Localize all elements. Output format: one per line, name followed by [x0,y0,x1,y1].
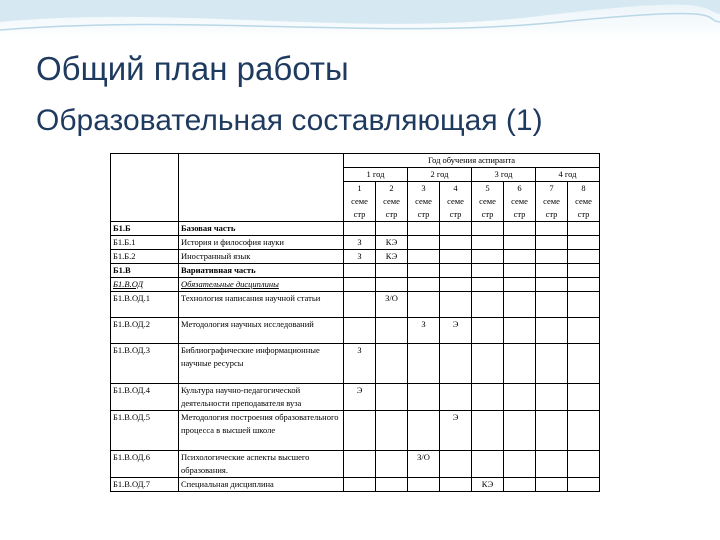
semester-number: 1 [357,183,362,193]
semester-mark [344,264,376,278]
semester-header [440,182,472,222]
semester-mark [536,264,568,278]
semester-mark [536,411,568,451]
discipline-name: Обязательные дисциплины [179,278,344,292]
year-2: 2 год [408,168,472,182]
semester-mark [568,344,600,384]
semester-mark [408,478,440,492]
semester-mark [504,318,536,344]
semester-mark [344,411,376,451]
semester-mark [344,278,376,292]
table-row [111,278,600,292]
semester-mark: З [344,344,376,384]
semester-mark [536,478,568,492]
table-row [111,384,600,411]
semester-mark [440,236,472,250]
semester-mark [536,344,568,384]
semester-mark: З [408,318,440,344]
semester-mark [472,250,504,264]
semester-mark [376,384,408,411]
semester-label-top: семе [543,196,560,206]
semester-header [472,182,504,222]
semester-mark [408,236,440,250]
discipline-code: Б1.В.ОД [111,278,179,292]
semester-mark [472,278,504,292]
discipline-name: Методология научных исследований [179,318,344,344]
semester-mark: Э [344,384,376,411]
discipline-code: Б1.В.ОД.7 [111,478,179,492]
semester-mark [472,236,504,250]
semester-mark [408,222,440,236]
semester-label-bottom: стр [513,209,526,219]
table-row [111,250,600,264]
semester-mark [408,250,440,264]
table-row [111,478,600,492]
semester-mark [344,222,376,236]
table-row [111,292,600,318]
semester-mark [504,250,536,264]
semester-label-top: семе [383,196,400,206]
semester-mark [536,250,568,264]
header-name-cell [179,154,344,222]
semester-mark [440,222,472,236]
semester-mark [504,278,536,292]
semester-mark [504,411,536,451]
semester-mark [440,384,472,411]
semester-header [568,182,600,222]
discipline-name: Методология построения образовательного процесса в высшей школе [179,411,344,451]
semester-header [376,182,408,222]
discipline-name: История и философия науки [179,236,344,250]
discipline-code: Б1.В.ОД.5 [111,411,179,451]
semester-header [344,182,376,222]
semester-label-top: семе [415,196,432,206]
semester-label-top: семе [511,196,528,206]
semester-mark: З [344,236,376,250]
semester-number: 6 [517,183,522,193]
semester-label-bottom: стр [449,209,462,219]
semester-mark [472,292,504,318]
semester-label-top: семе [479,196,496,206]
semester-number: 7 [549,183,554,193]
header-code-cell [111,154,179,222]
semester-mark [376,344,408,384]
semester-mark [440,451,472,478]
semester-mark [504,451,536,478]
semester-header [536,182,568,222]
semester-mark [376,222,408,236]
semester-mark [504,236,536,250]
semester-mark [504,222,536,236]
semester-mark [536,278,568,292]
semester-mark [568,384,600,411]
semester-mark [440,478,472,492]
discipline-code: Б1.В.ОД.6 [111,451,179,478]
discipline-name: Базовая часть [179,222,344,236]
semester-label-top: семе [447,196,464,206]
discipline-code: Б1.В.ОД.2 [111,318,179,344]
semester-mark [568,411,600,451]
semester-mark [472,411,504,451]
semester-mark [568,278,600,292]
top-decoration-bar [0,0,720,40]
semester-mark [568,292,600,318]
semester-mark: З/О [408,451,440,478]
discipline-name: Вариативная часть [179,264,344,278]
semester-label-top: семе [351,196,368,206]
semester-mark: Э [440,318,472,344]
discipline-code: Б1.Б.1 [111,236,179,250]
semester-mark: З [344,250,376,264]
table-row [111,264,600,278]
semester-number: 2 [389,183,394,193]
semester-label-bottom: стр [417,209,430,219]
semester-mark [440,344,472,384]
semester-mark [568,451,600,478]
year-1: 1 год [344,168,408,182]
discipline-name: Технология написания научной статьи [179,292,344,318]
semester-mark [472,222,504,236]
years-title: Год обучения аспиранта [344,154,600,168]
semester-mark [440,264,472,278]
semester-label-bottom: стр [385,209,398,219]
semester-mark [472,384,504,411]
semester-mark: КЭ [376,236,408,250]
semester-mark [504,384,536,411]
discipline-code: Б1.В.ОД.3 [111,344,179,384]
semester-mark [408,278,440,292]
discipline-code: Б1.Б.2 [111,250,179,264]
semester-mark [568,250,600,264]
semester-number: 4 [453,183,458,193]
semester-mark [376,411,408,451]
plan-table [110,153,600,492]
semester-mark [536,236,568,250]
semester-number: 3 [421,183,426,193]
table-row [111,451,600,478]
table-row [111,344,600,384]
discipline-code: Б1.В [111,264,179,278]
semester-mark [472,344,504,384]
semester-header [504,182,536,222]
semester-number: 8 [581,183,586,193]
table-row [111,222,600,236]
semester-mark [408,344,440,384]
discipline-name: Библиографические информационные научные ресурсы [179,344,344,384]
semester-label-bottom: стр [577,209,590,219]
semester-mark [376,278,408,292]
semester-mark: З/О [376,292,408,318]
semester-mark [568,236,600,250]
discipline-name: Специальная дисциплина [179,478,344,492]
table-row [111,318,600,344]
discipline-code: Б1.В.ОД.1 [111,292,179,318]
semester-mark [536,222,568,236]
year-4: 4 год [536,168,600,182]
semester-mark [408,384,440,411]
discipline-code: Б1.Б [111,222,179,236]
semester-mark [472,318,504,344]
semester-header [408,182,440,222]
discipline-name: Культура научно-педагогической деятельности преподавателя вуза [179,384,344,411]
semester-mark: Э [440,411,472,451]
semester-mark [344,292,376,318]
wave-decoration [0,0,720,40]
semester-mark [536,318,568,344]
table-row [111,411,600,451]
semester-label-top: семе [575,196,592,206]
slide-subtitle: Образовательная составляющая (1) [36,104,543,137]
semester-mark [504,478,536,492]
semester-mark [344,318,376,344]
year-3: 3 год [472,168,536,182]
semester-mark [504,344,536,384]
semester-mark [376,451,408,478]
discipline-code: Б1.В.ОД.4 [111,384,179,411]
semester-mark: КЭ [472,478,504,492]
semester-mark [344,478,376,492]
semester-mark [440,250,472,264]
semester-label-bottom: стр [481,209,494,219]
slide-title: Общий план работы [36,50,349,87]
semester-mark [504,292,536,318]
semester-mark [536,451,568,478]
semester-mark [568,318,600,344]
table-row [111,236,600,250]
semester-mark [376,478,408,492]
semester-mark [344,451,376,478]
semester-mark [376,264,408,278]
semester-mark [568,478,600,492]
semester-mark: КЭ [376,250,408,264]
semester-mark [408,411,440,451]
semester-label-bottom: стр [545,209,558,219]
semester-mark [472,264,504,278]
semester-label-bottom: стр [353,209,366,219]
semester-mark [568,264,600,278]
semester-mark [376,318,408,344]
semester-mark [440,292,472,318]
semester-mark [536,292,568,318]
semester-number: 5 [485,183,490,193]
semester-mark [472,451,504,478]
discipline-name: Иностранный язык [179,250,344,264]
semester-mark [504,264,536,278]
semester-mark [408,264,440,278]
semester-mark [408,292,440,318]
semester-mark [568,222,600,236]
discipline-name: Психологические аспекты высшего образования. [179,451,344,478]
semester-mark [440,278,472,292]
semester-mark [536,384,568,411]
